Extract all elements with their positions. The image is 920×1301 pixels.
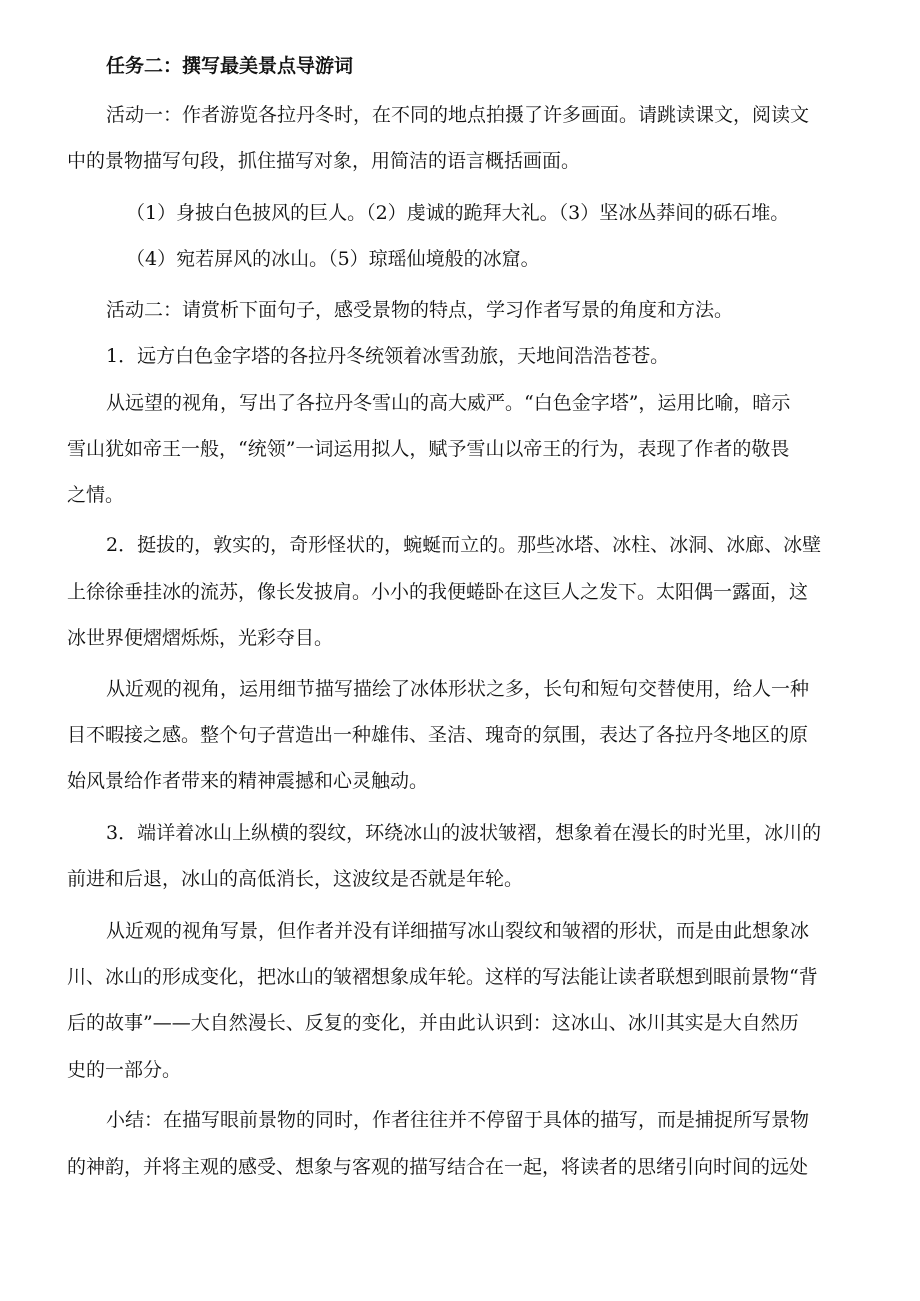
summary-line1: 小结：在描写眼前景物的同时，作者往往并不停留于具体的描写，而是捕捉所写景物 [106,1109,810,1131]
sentence2-analysis-line3: 始风景给作者带来的精神震撼和心灵触动。 [67,770,429,792]
answers1-line1: （1）身披白色披风的巨人。（2）虔诚的跪拜大礼。（3）坚冰丛莽间的砾石堆。 [126,202,790,224]
sentence1-analysis-line3: 之情。 [67,484,125,506]
task-title: 任务二：撰写最美景点导游词 [106,55,354,77]
sentence1-analysis-line1: 从远望的视角，写出了各拉丹冬雪山的高大威严。“白色金字塔”，运用比喻，暗示 [106,392,791,414]
sentence2-analysis-line2: 目不暇接之感。整个句子营造出一种雄伟、圣洁、瑰奇的氛围，表达了各拉丹冬地区的原 [67,724,809,746]
sentence3-analysis-line2: 川、冰山的形成变化，把冰山的皱褶想象成年轮。这样的写法能让读者联想到眼前景物“背 [67,966,818,988]
sentence2-analysis-line1: 从近观的视角，运用细节描写描绘了冰体形状之多，长句和短句交替使用，给人一种 [106,678,810,700]
sentence1-analysis-line2: 雪山犹如帝王一般，“统领”一词运用拟人，赋予雪山以帝王的行为，表现了作者的敬畏 [67,438,790,460]
sentence2-quote-line1: 2．挺拔的，敦实的，奇形怪状的，蜿蜒而立的。那些冰塔、冰柱、冰洞、冰廊、冰壁 [106,534,822,556]
activity1-line2: 中的景物描写句段，抓住描写对象，用简洁的语言概括画面。 [67,150,581,172]
sentence3-analysis-line3: 后的故事”——大自然漫长、反复的变化，并由此认识到：这冰山、冰川其实是大自然历 [67,1012,799,1034]
sentence3-quote-line2: 前进和后退，冰山的高低消长，这波纹是否就是年轮。 [67,868,524,890]
sentence3-analysis-line1: 从近观的视角写景，但作者并没有详细描写冰山裂纹和皱褶的形状，而是由此想象冰 [106,920,810,942]
sentence3-quote-line1: 3．端详着冰山上纵横的裂纹，环绕冰山的波状皱褶，想象着在漫长的时光里，冰川的 [106,822,822,844]
sentence2-quote-line2: 上徐徐垂挂冰的流苏，像长发披肩。小小的我便蜷卧在这巨人之发下。太阳偶一露面，这 [67,581,809,603]
activity1-line1: 活动一：作者游览各拉丹冬时，在不同的地点拍摄了许多画面。请跳读课文，阅读文 [106,104,810,126]
sentence1-quote: 1．远方白色金字塔的各拉丹冬统领着冰雪劲旅，天地间浩浩苍苍。 [106,345,670,367]
sentence2-quote-line3: 冰世界便熠熠烁烁，光彩夺目。 [67,627,334,649]
answers1-line2: （4）宛若屏风的冰山。（5）琼瑶仙境般的冰窟。 [126,248,540,270]
activity2-intro: 活动二：请赏析下面句子，感受景物的特点，学习作者写景的角度和方法。 [106,299,734,321]
sentence3-analysis-line4: 史的一部分。 [67,1059,182,1081]
summary-line2: 的神韵，并将主观的感受、想象与客观的描写结合在一起，将读者的思绪引向时间的远处 [67,1156,809,1178]
